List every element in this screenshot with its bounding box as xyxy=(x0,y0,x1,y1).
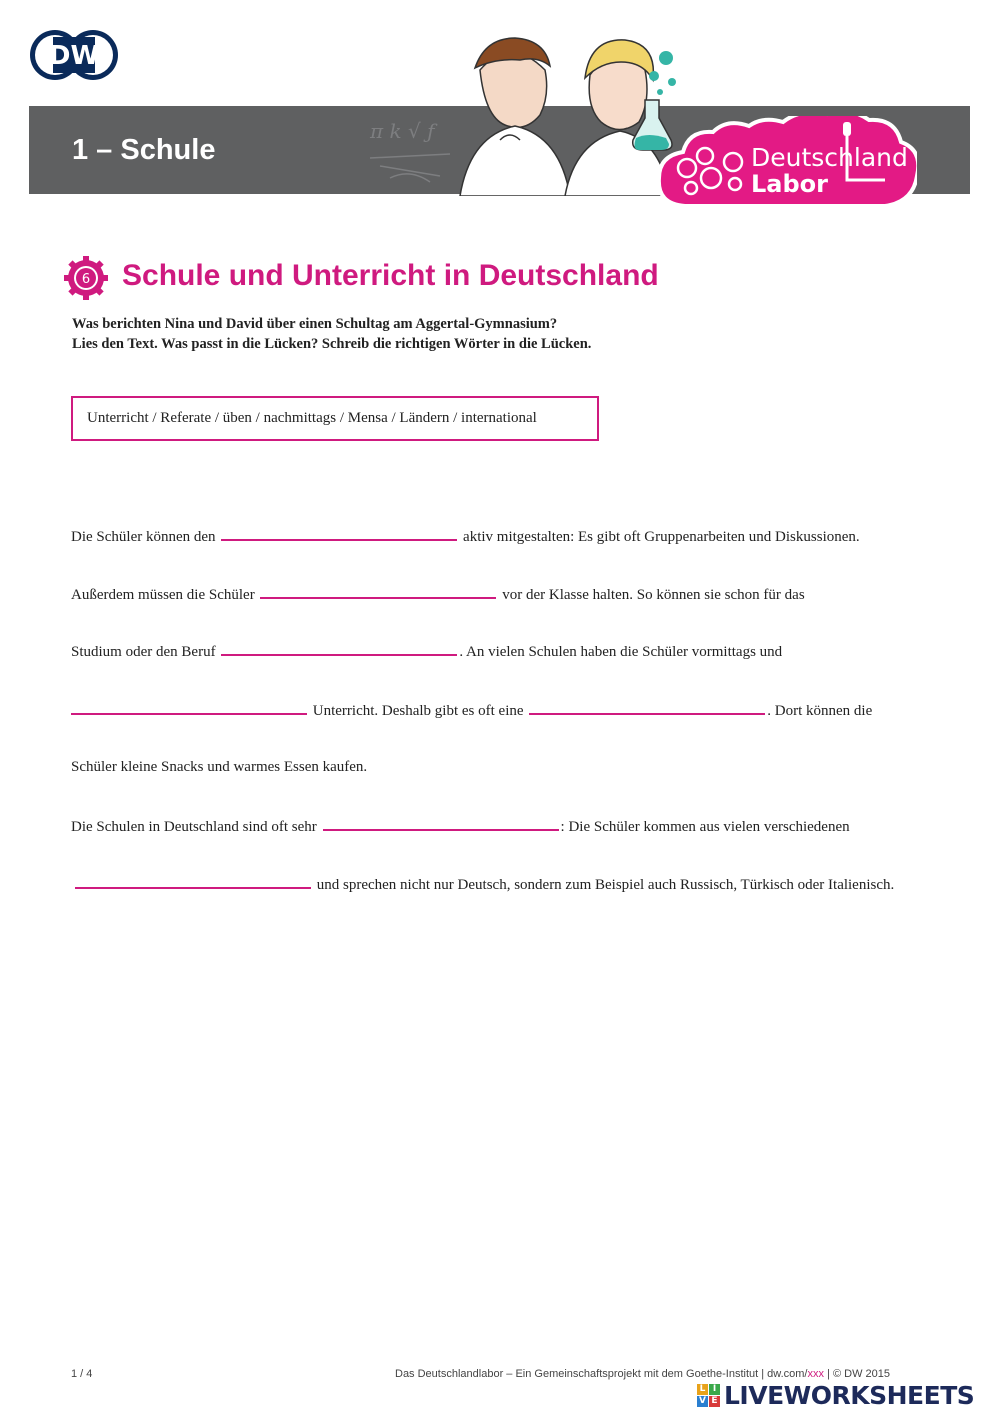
dw-logo xyxy=(28,28,120,82)
text-line-7: und sprechen nicht nur Deutsch, sondern zum Beispiel auch Russisch, Türkisch oder Italienisch. xyxy=(71,873,894,895)
instructions xyxy=(72,314,932,354)
instruction-line-1: Was berichten Nina und David über einen Schultag am Aggertal-Gymnasium? xyxy=(72,316,558,332)
text-line-1: Die Schüler können den aktiv mitgestalten: Es gibt oft Gruppenarbeiten und Diskussionen. xyxy=(71,525,860,547)
instruction-line-2: Lies den Text. Was passt in die Lücken? Schreib die richtigen Wörter in die Lücken. xyxy=(72,336,592,352)
text-line-3: Studium oder den Beruf . An vielen Schulen haben die Schüler vormittags und xyxy=(71,640,782,662)
liveworksheets-badge-icon: L I V E xyxy=(697,1384,720,1407)
gap-input-1[interactable] xyxy=(221,525,457,541)
gear-number-icon xyxy=(63,255,109,301)
liveworksheets-watermark[interactable] xyxy=(697,1380,974,1410)
chalk-text: π k √ ƒ xyxy=(370,119,435,143)
page-number: 1 / 4 xyxy=(71,1368,93,1380)
word-bank-box: Unterricht / Referate / üben / nachmittags / Mensa / Ländern / international xyxy=(71,396,599,441)
dw-logo-text: DW xyxy=(48,41,100,71)
section-title: Schule und Unterricht in Deutschland xyxy=(122,259,659,292)
text-line-2: Außerdem müssen die Schüler vor der Klasse halten. So können sie schon für das xyxy=(71,583,805,605)
gap-input-7[interactable] xyxy=(75,873,311,889)
gap-input-6[interactable] xyxy=(323,815,559,831)
text-line-6: Die Schulen in Deutschland sind oft sehr : Die Schüler kommen aus vielen verschiedenen xyxy=(71,815,850,837)
section-number: 6 xyxy=(81,272,91,287)
brand-line2: Labor xyxy=(751,170,828,198)
brand-line1: Deutschland xyxy=(751,143,908,172)
gap-input-2[interactable] xyxy=(260,583,496,599)
deutschland-labor-logo xyxy=(655,116,917,214)
text-line-5: Schüler kleine Snacks und warmes Essen kaufen. xyxy=(71,759,368,775)
gap-input-4[interactable] xyxy=(71,699,307,715)
footer-credit: Das Deutschlandlabor – Ein Gemeinschaftsprojekt mit dem Goethe-Institut | dw.com/xxx | © DW 2015 xyxy=(395,1368,890,1380)
liveworksheets-text: LIVEWORKSHEETS xyxy=(724,1380,975,1410)
scientists-illustration xyxy=(440,30,690,196)
gap-input-3[interactable] xyxy=(221,640,457,656)
chapter-title: 1 – Schule xyxy=(72,134,216,166)
text-line-4: Unterricht. Deshalb gibt es oft eine . Dort können die xyxy=(71,699,872,721)
gap-input-5[interactable] xyxy=(529,699,765,715)
